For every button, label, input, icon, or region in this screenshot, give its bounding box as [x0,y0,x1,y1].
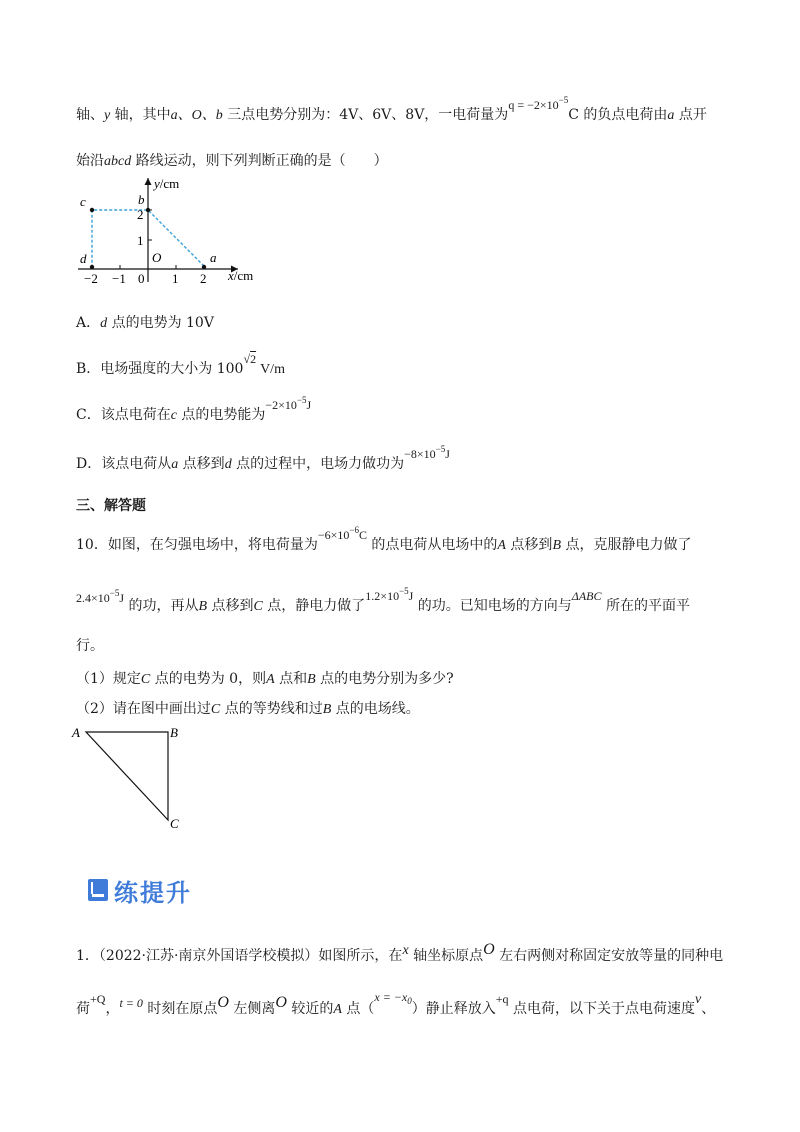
math-charge [508,95,569,112]
x-tick-1: 1 [172,271,179,286]
text: c [170,408,177,423]
text: −5 [296,395,307,405]
label-c: c [80,194,86,209]
text: 0 [407,996,412,1006]
point-c [90,208,94,212]
text: C [140,672,151,687]
math-value [317,525,367,542]
text: J [408,589,414,603]
math-value [265,395,312,412]
label-a: a [210,250,217,265]
text: C．该点电荷在 [76,407,171,423]
text: 的功，再从 [124,598,199,614]
text: 轴、 [76,107,104,123]
text: a [171,457,179,472]
text: −2×10 [265,398,297,412]
text: 点，静电力做了 [262,598,366,614]
text: 轴坐标原点 [408,948,484,964]
text: A [266,672,275,687]
text: 时刻在原点 [142,1001,218,1017]
text: D．该点电荷从 [76,456,172,472]
section-title: 三、解答题 [76,498,146,514]
x-axis-label: x/cm [228,268,254,283]
text: 2 [250,352,257,366]
math-triangle: ΔABC [571,589,602,603]
text: O [275,994,287,1011]
math-value [404,444,450,461]
text: B [198,599,208,614]
text: q = −2×10 [508,98,559,112]
label-origin: O [152,250,162,265]
text: 较近的 [286,1001,334,1017]
text: 点移到 [178,456,225,472]
text: −5 [399,586,409,596]
text: 点，克服静电力做了 [561,537,692,553]
x-tick-2: 2 [200,271,207,286]
text: B．电场强度的大小为 100 [76,361,244,377]
text: 点移到 [505,537,553,553]
text: 1.2×10 [365,589,400,603]
text: （2）请在图中画出过 [76,701,211,717]
y-axis-label: y/cm [154,176,180,191]
text: d [224,457,232,472]
y-tick-1: 1 [137,233,144,248]
text: B [307,672,316,687]
text: V/m [260,362,285,377]
text: 点开 [674,107,707,123]
text: 点的电场线。 [331,701,420,717]
text: abcd [104,154,132,169]
point-a [202,265,206,269]
label-d: d [80,251,87,266]
text: −6 [349,525,359,535]
math-charge: +Q [90,992,106,1006]
text: J [306,398,312,412]
x-tick-neg1: −1 [112,271,126,286]
text: −8×10 [404,447,436,461]
text: 点的过程中，电场力做功为 [231,456,405,472]
book-icon [88,879,108,901]
math-value [365,586,414,603]
q1-line2 [76,990,716,1019]
text: O [217,994,229,1011]
text: −5 [558,95,569,105]
text: 点的等势线和过 [220,701,323,717]
q10-triangle-figure [68,722,188,834]
text: 点（ [341,1001,375,1017]
text: −5 [435,444,446,454]
text: −5 [109,588,120,598]
text: 点电荷，以下关于点电荷速度 [508,1001,695,1017]
q1-line1 [76,941,724,966]
option-a [76,314,214,333]
text: 点和 [274,671,308,687]
text: J [445,447,450,461]
text: A． [76,315,101,331]
text: J [119,591,125,605]
text: 始沿 [76,153,104,169]
text: ）静止释放入 [411,1001,496,1017]
q10-line3: 行。 [76,638,104,654]
text: −6×10 [317,528,350,542]
text: C 的负点电荷由 [568,107,668,123]
sqrt-expression: √2 [243,352,257,366]
text: A [497,538,506,553]
text: 三点电势分别为：4V、6V、8V，一电荷量为 [222,107,509,123]
text: a、O、b [170,108,223,123]
text: 路线运动，则下列判断正确的是（ ） [131,153,388,169]
text: 点的电势为 0，则 [150,671,267,687]
text: y [104,108,111,123]
label-B: B [170,725,178,740]
text: C [253,599,263,614]
y-tick-2: 2 [137,207,144,222]
label-b: b [138,192,145,207]
text: x = −x [374,990,408,1004]
label-C: C [170,816,179,831]
text: C [358,528,367,542]
math-value [76,588,125,605]
text: B [552,538,561,553]
math-charge: +q [495,992,509,1006]
q10-sub1 [76,670,454,689]
text: （1）规定 [76,671,141,687]
math-time: t = 0 [119,996,143,1010]
q9-coordinate-figure [70,174,270,286]
text: A [333,1002,342,1017]
text: 点移到 [207,598,254,614]
text: 左侧离 [228,1001,276,1017]
x-tick-neg2: −2 [84,271,98,286]
math-position [374,990,411,1004]
point-d [90,265,94,269]
point-b [146,208,150,212]
text: v [694,992,702,1007]
text: 2.4×10 [76,591,110,605]
text: x [402,943,409,958]
text: 的功。已知电场的方向与 [413,598,572,614]
heading-text: 练提升 [114,878,192,907]
text: ， [105,1001,120,1017]
text: 轴，其中 [110,107,171,123]
text: d [100,316,108,331]
label-A: A [72,725,80,740]
text: 、 [701,1001,716,1017]
text: 的点电荷从电场中的 [366,537,498,553]
text: C [210,702,221,717]
text: O [483,941,495,958]
option-b [76,352,285,379]
x-tick-0: 0 [138,271,145,286]
text: 点的电势能为 [176,407,266,423]
text: 10．如图，在匀强电场中，将电荷量为 [76,537,318,553]
text: 左右两侧对称固定安放等量的同种电 [494,948,724,964]
section-heading [88,872,192,908]
text: 1．（2022·江苏·南京外国语学校模拟）如图所示，在 [76,948,403,964]
text: 点的电势为 10V [107,315,214,331]
text: 所在的平面平 [601,598,690,614]
text: 荷 [76,1001,90,1017]
q10-sub2 [76,700,420,719]
q9-stem-line2 [76,152,388,171]
text: a [667,108,675,123]
text: 点的电势分别为多少? [315,671,454,687]
triangle-abc [86,732,168,820]
text: B [322,702,332,717]
